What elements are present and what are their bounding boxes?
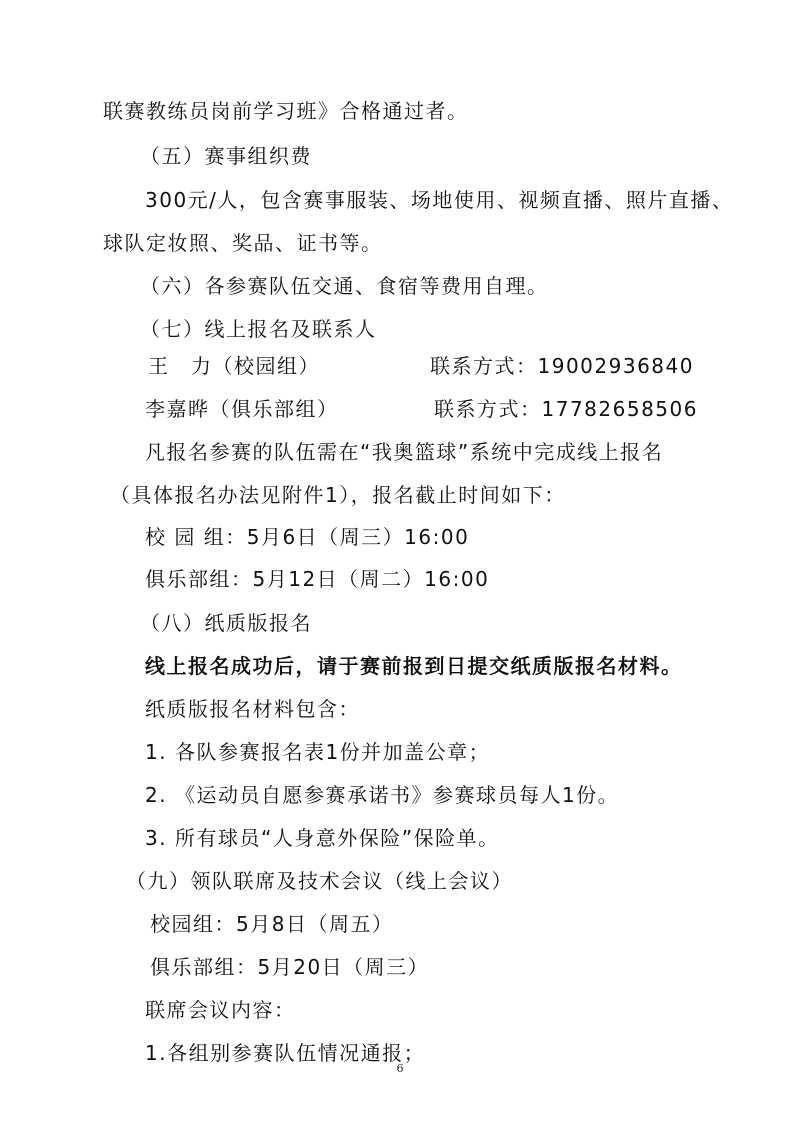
contact-row bbox=[0, 395, 800, 423]
deadline-campus: 校 园 组：5月6日（周三）16:00 bbox=[145, 525, 470, 549]
text-line: （具体报名办法见附件1），报名截止时间如下： bbox=[110, 483, 566, 507]
list-item: 2. 《运动员自愿参赛承诺书》参赛球员每人1份。 bbox=[145, 783, 620, 807]
deadline-club: 俱乐部组：5月12日（周二）16:00 bbox=[145, 567, 490, 591]
text-line: 联席会议内容： bbox=[145, 998, 296, 1022]
contact-phone: 联系方式：19002936840 bbox=[430, 354, 694, 378]
contact-row bbox=[0, 352, 800, 380]
section-heading-paper-registration: （八）纸质版报名 bbox=[140, 611, 312, 635]
section-heading-travel: （六）各参赛队伍交通、食宿等费用自理。 bbox=[140, 274, 549, 298]
section-heading-registration-contacts: （七）线上报名及联系人 bbox=[140, 317, 377, 341]
list-item: 1.各组别参赛队伍情况通报； bbox=[145, 1041, 426, 1065]
contact-name: 王 力（校园组） bbox=[148, 354, 320, 378]
text-line: 球队定妆照、奖品、证书等。 bbox=[103, 231, 383, 255]
text-line: 凡报名参赛的队伍需在“我奥篮球”系统中完成线上报名 bbox=[145, 440, 664, 464]
contact-phone: 联系方式：17782658506 bbox=[434, 397, 698, 421]
text-line: 纸质版报名材料包含： bbox=[145, 697, 360, 721]
section-heading-meeting: （九）领队联席及技术会议（线上会议） bbox=[126, 869, 513, 893]
bold-notice: 线上报名成功后，请于赛前报到日提交纸质版报名材料。 bbox=[145, 654, 683, 678]
contact-name: 李嘉晔（俱乐部组） bbox=[145, 397, 339, 421]
meeting-campus: 校园组：5月8日（周五） bbox=[150, 912, 394, 936]
text-line: 联赛教练员岗前学习班》合格通过者。 bbox=[103, 99, 469, 123]
page-number: 6 bbox=[396, 1062, 404, 1075]
meeting-club: 俱乐部组：5月20日（周三） bbox=[150, 955, 430, 979]
list-item: 3. 所有球员“人身意外保险”保险单。 bbox=[145, 826, 500, 850]
section-heading-fee: （五）赛事组织费 bbox=[140, 144, 312, 168]
text-line: 300元/人，包含赛事服装、场地使用、视频直播、照片直播、 bbox=[145, 188, 734, 212]
list-item: 1. 各队参赛报名表1份并加盖公章； bbox=[145, 740, 491, 764]
